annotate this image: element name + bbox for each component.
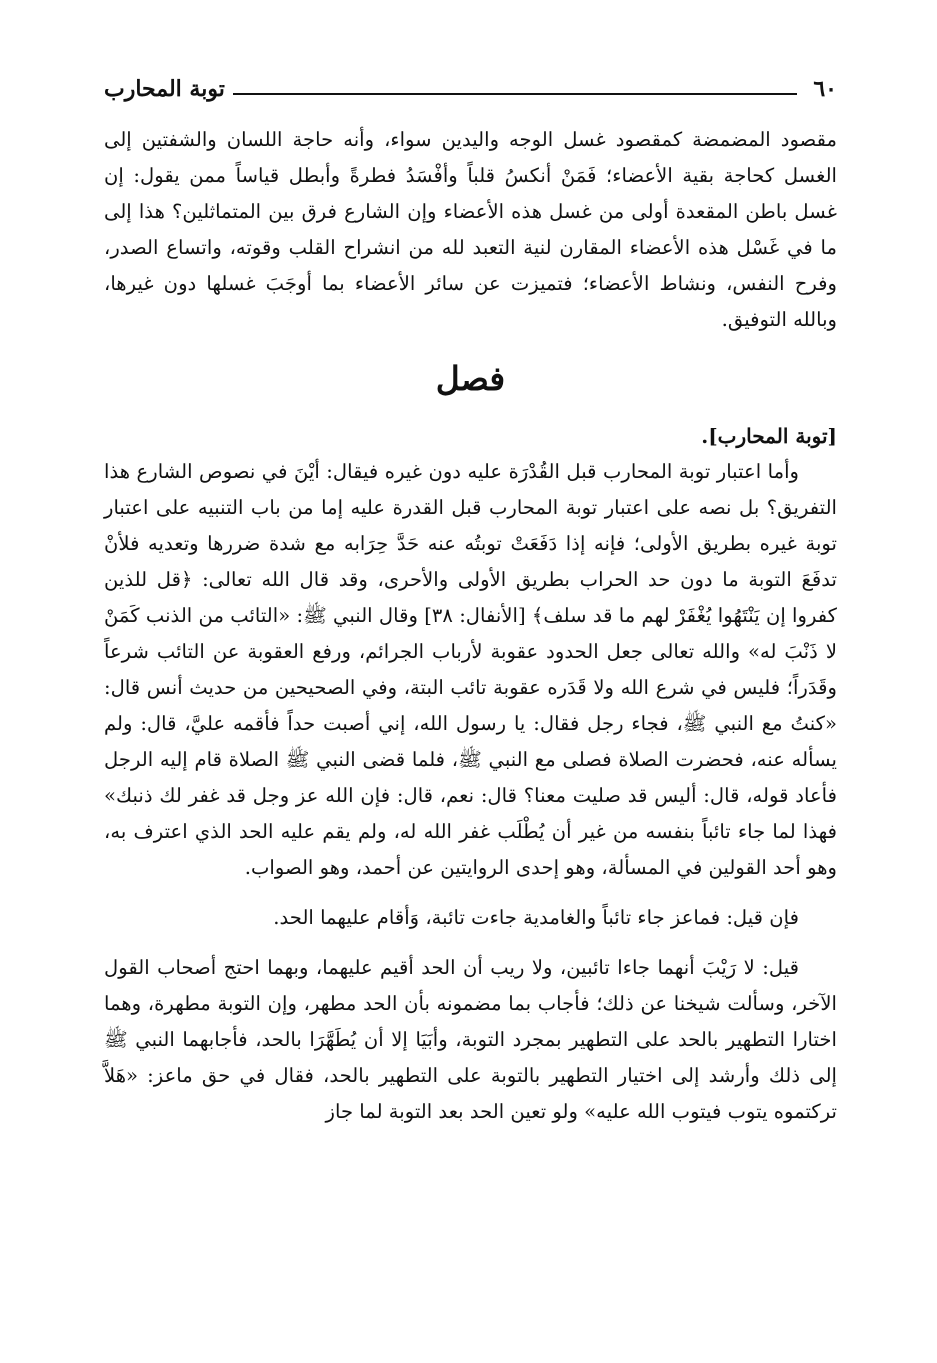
section-title: فصل: [435, 359, 506, 398]
running-header: [104, 68, 837, 102]
paragraph-repentance-argument: وأما اعتبار توبة المحارب قبل القُدْرَة عليه دون غيره فيقال: أيْنَ في نصوص الشارع هذا التفريق؟ بل نصه على اعتبار توبة المحارب قبل القدرة عليه إما من باب التنبيه على اعتبار توبة غيره بطريق الأولى؛ فإنه إذا دَفَعَتْ توبتُه عنه حَدَّ حِرَابه مع شدة ضررها وتعديه فلأنْ تدفَعَ التوبة ما دون حد الحراب بطريق الأولى والأحرى، وقد قال الله تعالى: ﴿قل للذين كفروا إن يَنْتَهُوا يُغْفَرْ لهم ما قد سلف﴾ [الأنفال: ٣٨] وقال النبي ﷺ: «التائب من الذنب كَمَنْ لا ذَنْبَ له» والله تعالى جعل الحدود عقوبة لأرباب الجرائم، ورفع العقوبة عن التائب شرعاً وقَدَراً؛ فليس في شرع الله ولا قَدَره عقوبة تائب البتة، وفي الصحيحين من حديث أنس قال: «كنتُ مع النبي ﷺ، فجاء رجل فقال: يا رسول الله، إني أصبت حداً فأقمه عليَّ، قال: ولم يسأله عنه، فحضرت الصلاة فصلى مع النبي ﷺ، فلما قضى النبي ﷺ الصلاة قام إليه الرجل فأعاد قوله، قال: أليس قد صليت معنا؟ قال: نعم، قال: فإن الله عز وجل قد غفر لك ذنبك» فهذا لما جاء تائباً بنفسه من غير أن يُطْلَب غفر الله له، ولم يقم عليه الحد الذي اعترف به، وهو أحد القولين في المسألة، وهو إحدى الروايتين عن أحمد، وهو الصواب.: [104, 460, 838, 879]
paragraph-objection: فإن قيل: فماعز جاء تائباً والغامدية جاءت تائبة، وَأقام عليهما الحد.: [273, 906, 799, 929]
paragraph-reply: قيل: لا رَيْبَ أنهما جاءا تائبين، ولا ريب أن الحد أقيم عليهما، وبهما احتج أصحاب القول الآخر، وسألت شيخنا عن ذلك؛ فأجاب بما مضمونه بأن الحد مطهر، وإن التوبة مطهرة، وهما اختارا التطهير بالحد على التطهير بمجرد التوبة، وأبَيَا إلا أن يُطَهَّرَا بالحد، فأجابهما النبي ﷺ إلى ذلك وأرشد إلى اختيار التطهير بالتوبة على التطهير بالحد، فقال في حق ماعز: «هَلاَّ تركتموه يتوب فيتوب الله عليه» ولو تعين الحد بعد التوبة لما جاز: [104, 956, 837, 1123]
paragraph-continuation: مقصود المضمضة كمقصود غسل الوجه واليدين سواء، وأنه حاجة اللسان والشفتين إلى الغسل كحاجة بقية الأعضاء؛ فَمَنْ أنكسُ قلباً وأفْسَدُ فطرةً وأبطل قياساً ممن يقول: إن غسل باطن المقعدة أولى من غسل هذه الأعضاء وإن الشارع فرق بين المتماثلين؟ هذا إلى ما في غَسْل هذه الأعضاء المقارن لنية التعبد لله من انشراح القلب وقوته، واتساع الصدر، وفرح النفس، ونشاط الأعضاء؛ فتميزت عن سائر الأعضاء بما أوجَبَ غسلها دون غيرها، وبالله التوفيق.: [104, 128, 837, 331]
header-rule: [233, 93, 797, 95]
page-number: ٦٠: [813, 76, 837, 102]
section-subheading: [توبة المحارب].: [701, 424, 837, 448]
running-title: توبة المحارب: [104, 76, 225, 102]
